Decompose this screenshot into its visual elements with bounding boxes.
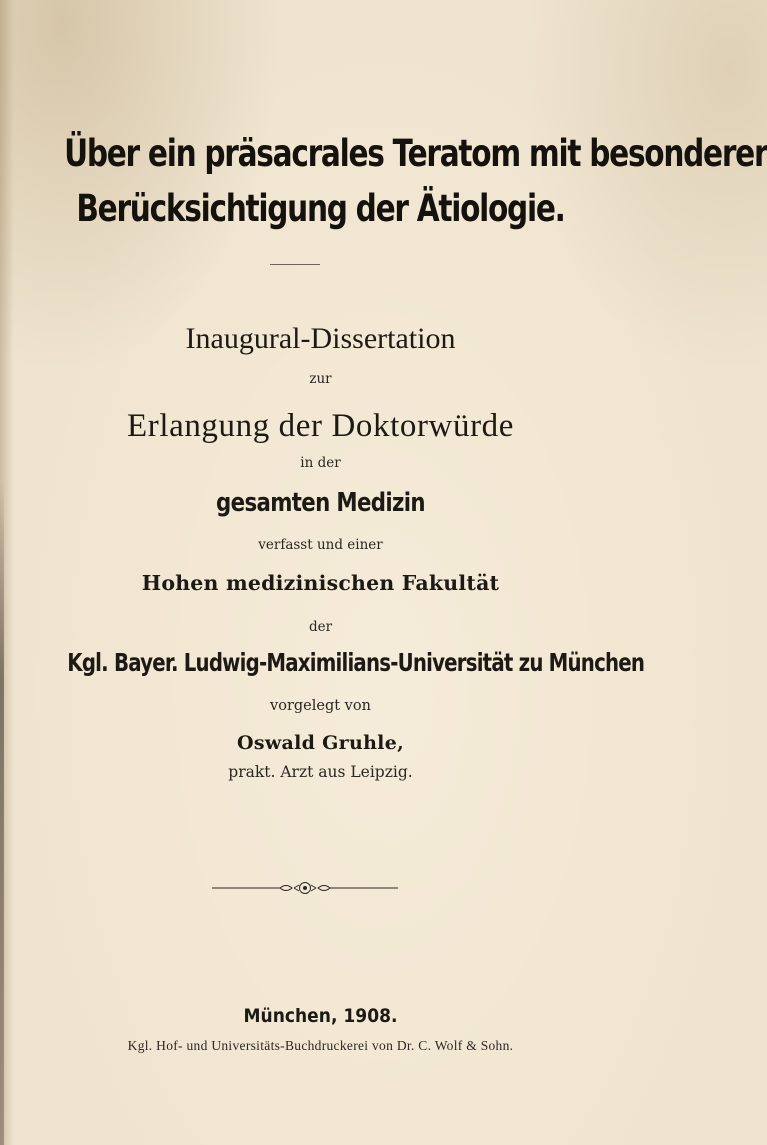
ornament-divider [212,880,398,896]
verfasst-text: verfasst und einer [258,537,383,553]
vorgelegt-text: vorgelegt von [270,698,371,714]
divider-rule [270,264,320,265]
der-text: der [308,619,333,635]
in-der-text: in der [300,455,341,471]
faculty-heading: Hohen medizinischen Fakultät [141,571,500,595]
zur-text: zur [309,371,332,387]
author-name: Oswald Gruhle, [236,732,405,754]
discipline-heading: gesamten Medizin [216,488,425,518]
title-line-1: Über ein präsacrales Teratom mit besonderer [64,132,767,175]
erlangung-heading: Erlangung der Doktorwürde [126,408,515,444]
dissertation-heading: Inaugural-Dissertation [185,322,456,355]
author-affiliation: prakt. Arzt aus Leipzig. [228,763,413,781]
printer-imprint: Kgl. Hof- und Universitäts-Buchdruckerei von Dr. C. Wolf & Sohn. [127,1038,514,1053]
place-and-year: München, 1908. [243,1005,398,1027]
university-heading: Kgl. Bayer. Ludwig-Maximilians-Universität zu München [67,648,645,677]
title-line-2: Berücksichtigung der Ätiologie. [76,187,565,230]
